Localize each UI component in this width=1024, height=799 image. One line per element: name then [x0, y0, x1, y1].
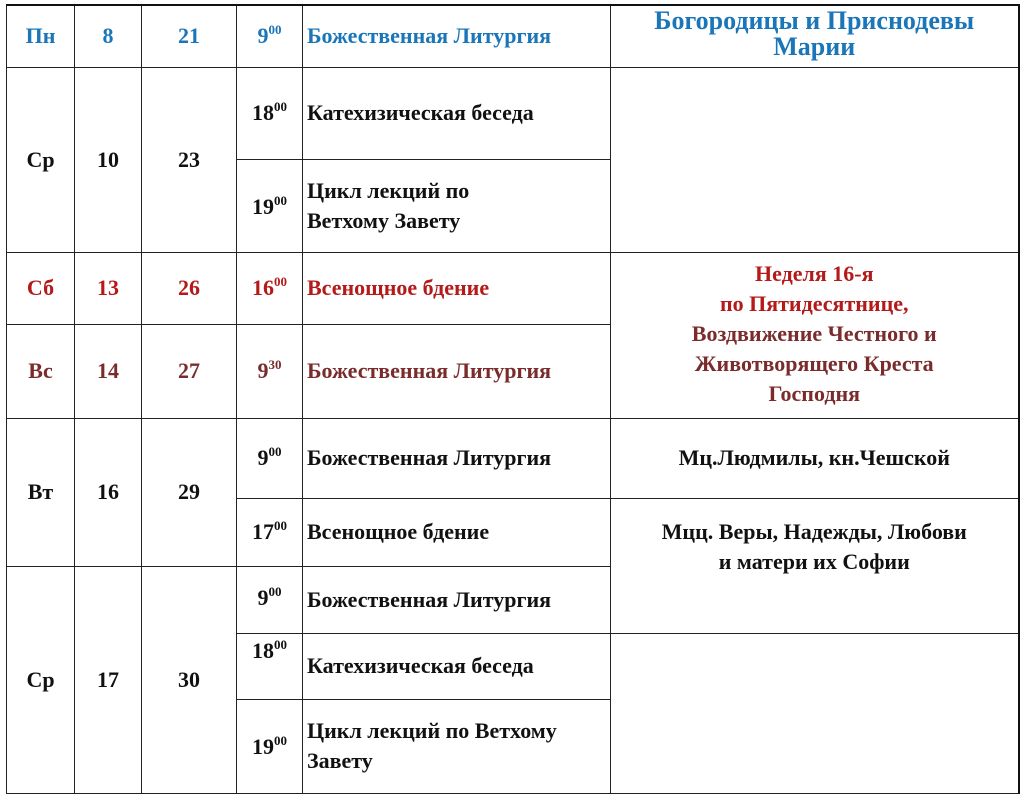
feast-cell-empty — [611, 67, 1019, 252]
table-row — [7, 252, 1019, 324]
new-date-cell: 26 — [142, 252, 237, 324]
new-date-cell: 27 — [142, 324, 237, 418]
new-date-cell: 23 — [142, 67, 237, 252]
day-cell: Ср — [7, 67, 75, 252]
old-date-cell: 8 — [75, 5, 142, 67]
service-cell: Катехизическая беседа — [303, 633, 611, 699]
old-date-cell: 14 — [75, 324, 142, 418]
time-cell: $9^{00}$ — [237, 418, 303, 498]
day-cell: Вт — [7, 418, 75, 566]
feast-cell: Неделя 16-я по Пятидесятнице, Воздвижение Честного и Животворящего Креста Господня — [611, 252, 1019, 418]
table-row — [7, 67, 1019, 159]
service-cell: Божественная Литургия — [303, 418, 611, 498]
new-date-cell: 21 — [142, 5, 237, 67]
feast-cell: Мц.Людмилы, кн.Чешской — [611, 418, 1019, 498]
time-cell: $18^{00}$ — [237, 67, 303, 159]
feast-cell: Мцц. Веры, Надежды, Любови и матери их Софии — [611, 498, 1019, 633]
day-cell: Сб — [7, 252, 75, 324]
old-date-cell: 16 — [75, 418, 142, 566]
time-cell: $9^{00}$ — [237, 5, 303, 67]
day-cell: Ср — [7, 566, 75, 793]
feast-cell: Богородицы и Приснодевы Марии — [611, 5, 1019, 67]
service-cell: Цикл лекций по Ветхому Завету — [303, 159, 611, 252]
service-cell: Цикл лекций по Ветхому Завету — [303, 699, 611, 793]
service-cell: Божественная Литургия — [303, 5, 611, 67]
new-date-cell: 29 — [142, 418, 237, 566]
service-cell: Божественная Литургия — [303, 566, 611, 633]
time-cell: $18^{00}$ — [237, 633, 303, 699]
time-cell: $19^{00}$ — [237, 159, 303, 252]
time-cell: $19^{00}$ — [237, 699, 303, 793]
service-cell: Всенощное бдение — [303, 498, 611, 566]
old-date-cell: 17 — [75, 566, 142, 793]
time-cell: $17^{00}$ — [237, 498, 303, 566]
feast-cell-empty — [611, 633, 1019, 793]
time-cell: $9^{30}$ — [237, 324, 303, 418]
table-row — [7, 418, 1019, 498]
day-cell: Вс — [7, 324, 75, 418]
service-cell: Катехизическая беседа — [303, 67, 611, 159]
day-cell: Пн — [7, 5, 75, 67]
old-date-cell: 10 — [75, 67, 142, 252]
old-date-cell: 13 — [75, 252, 142, 324]
time-cell: $16^{00}$ — [237, 252, 303, 324]
service-cell: Божественная Литургия — [303, 324, 611, 418]
time-cell: $9^{00}$ — [237, 566, 303, 633]
table-row — [7, 5, 1019, 67]
schedule-table — [6, 4, 1020, 794]
new-date-cell: 30 — [142, 566, 237, 793]
service-cell: Всенощное бдение — [303, 252, 611, 324]
